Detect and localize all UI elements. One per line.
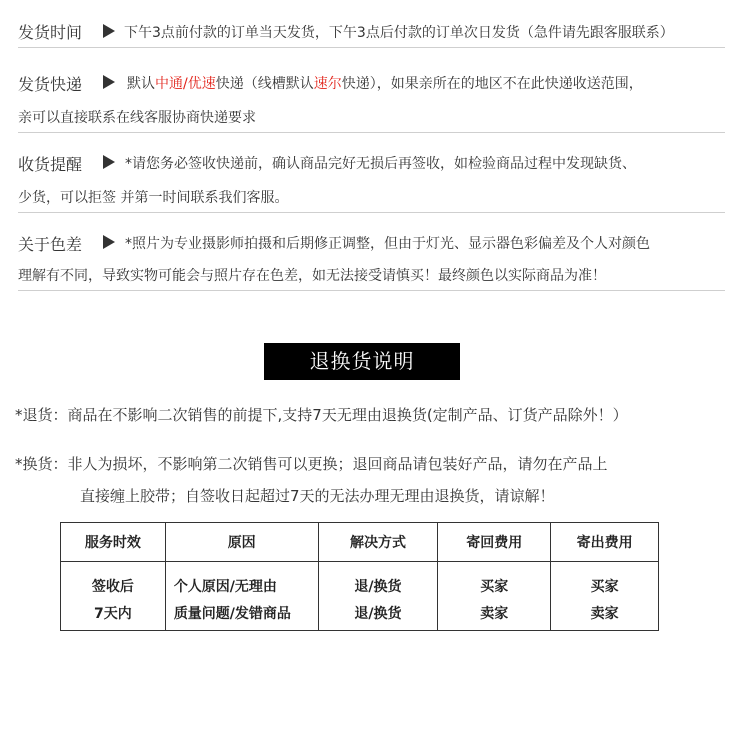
info-text-segment: 亲可以直接联系在线客服协商快递要求 bbox=[18, 110, 256, 126]
info-line bbox=[18, 107, 256, 127]
table-row bbox=[61, 596, 659, 631]
reason-cell: 质量问题/发错商品 bbox=[165, 596, 318, 631]
info-text-segment: 快递），如果亲所在的地区不在此快递收送范围， bbox=[341, 76, 643, 92]
exchange-policy-text: *换货：非人为损坏，不影响第二次销售可以更换；退回商品请包装好产品，请勿在产品上 bbox=[15, 455, 608, 473]
header-solution: 解决方式 bbox=[318, 523, 438, 562]
info-text-segment: 默认 bbox=[127, 76, 155, 92]
info-line bbox=[18, 265, 606, 285]
info-label: 关于色差 bbox=[18, 235, 83, 254]
solution-cell: 退/换货 bbox=[318, 562, 438, 597]
info-line bbox=[18, 187, 288, 207]
info-text-segment: *照片为专业摄影师拍摄和后期修正调整，但由于灯光、显示器色彩偏差及个人对颜色 bbox=[125, 236, 650, 252]
info-text-segment: 少货，可以拒签 并第一时间联系我们客服。 bbox=[18, 190, 289, 206]
header-ship-fee: 寄出费用 bbox=[551, 523, 659, 562]
play-triangle-icon bbox=[103, 75, 115, 89]
highlight-text: 中通/优速 bbox=[155, 76, 216, 92]
info-text-segment: *请您务必签收快递前，确认商品完好无损后再签收，如检验商品过程中发现缺货、 bbox=[125, 156, 636, 172]
reason-cell: 个人原因/无理由 bbox=[165, 562, 318, 597]
table-header-row bbox=[61, 523, 659, 562]
info-text-segment: 理解有不同，导致实物可能会与照片存在色差，如无法接受请慎买！最终颜色以实际商品为准！ bbox=[18, 268, 606, 284]
table-row bbox=[61, 562, 659, 597]
return-fee-cell: 卖家 bbox=[438, 596, 551, 631]
ship-fee-cell: 卖家 bbox=[551, 596, 659, 631]
ship-fee-cell: 买家 bbox=[551, 562, 659, 597]
info-label: 发货时间 bbox=[18, 23, 83, 42]
info-label: 发货快递 bbox=[18, 75, 83, 94]
info-text-segment: 下午3点前付款的订单当天发货，下午3点后付款的订单次日发货（急件请先跟客服联系） bbox=[124, 25, 674, 41]
service-period-line1: 签收后 bbox=[91, 579, 134, 595]
return-policy-text: *退货：商品在不影响二次销售的前提下,支持7天无理由退换货(定制产品、订货产品除外！） bbox=[15, 406, 628, 424]
header-service-period: 服务时效 bbox=[61, 523, 166, 562]
return-fee-cell: 买家 bbox=[438, 562, 551, 597]
header-reason: 原因 bbox=[165, 523, 318, 562]
solution-cell: 退/换货 bbox=[318, 596, 438, 631]
highlight-text: 速尔 bbox=[313, 76, 342, 92]
play-triangle-icon bbox=[103, 24, 115, 38]
divider bbox=[18, 290, 725, 291]
divider bbox=[18, 47, 725, 48]
info-line bbox=[125, 233, 650, 253]
divider bbox=[18, 212, 725, 213]
divider bbox=[18, 132, 725, 133]
header-return-fee: 寄回费用 bbox=[438, 523, 551, 562]
info-line bbox=[127, 73, 643, 93]
info-text-segment: 快递（线槽默认 bbox=[215, 76, 314, 92]
service-period-line2: 7天内 bbox=[94, 606, 132, 622]
service-table bbox=[60, 522, 659, 631]
play-triangle-icon bbox=[103, 155, 115, 169]
info-line bbox=[124, 22, 674, 42]
info-label: 收货提醒 bbox=[18, 155, 83, 174]
info-line bbox=[125, 153, 636, 173]
returns-title: 退换货说明 bbox=[264, 343, 460, 380]
play-triangle-icon bbox=[103, 235, 115, 249]
exchange-policy-text-cont: 直接缠上胶带；自签收日起超过7天的无法办理无理由退换货，请谅解！ bbox=[80, 487, 555, 505]
